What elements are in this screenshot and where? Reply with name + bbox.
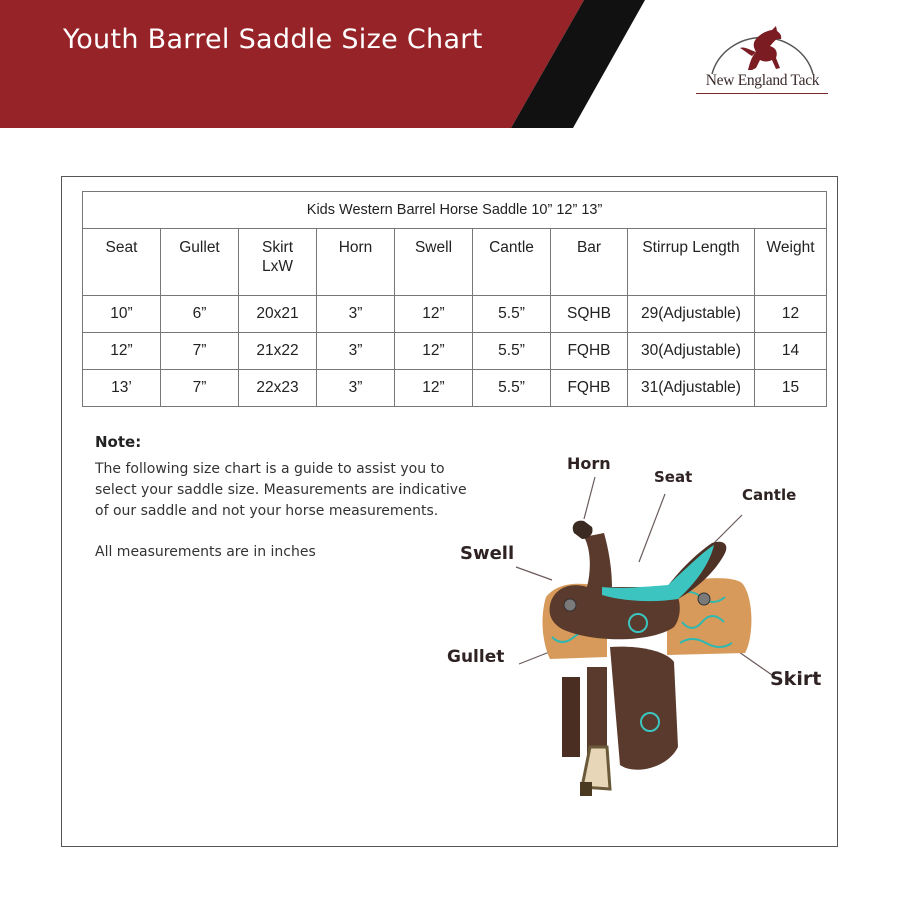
table-cell: 21x22 (239, 333, 317, 370)
page-title: Youth Barrel Saddle Size Chart (63, 24, 483, 55)
table-cell: 15 (755, 370, 827, 407)
column-header-text: Swell (414, 239, 453, 256)
column-header-text: Cantle (489, 239, 534, 256)
column-header (755, 229, 827, 296)
table-cell: 7” (161, 333, 239, 370)
column-header-text: Bar (576, 239, 602, 256)
table-cell: 7” (161, 370, 239, 407)
table-cell: 31(Adjustable) (628, 370, 755, 407)
skirt-label: Skirt (770, 668, 822, 690)
table-cell: FQHB (551, 370, 628, 407)
table-cell: 13’ (83, 370, 161, 407)
table-cell: 3” (317, 333, 395, 370)
table-cell: 12” (395, 370, 473, 407)
table-cell: 12” (83, 333, 161, 370)
column-header (395, 229, 473, 296)
column-header (551, 229, 628, 296)
table-row (83, 370, 827, 407)
seat-label: Seat (654, 468, 693, 486)
logo-wordmark: New England Tack (705, 72, 820, 89)
size-chart-table (82, 191, 827, 407)
saddle-illustration (442, 447, 842, 837)
table-cell: 12” (395, 296, 473, 333)
table-cell: 5.5” (473, 370, 551, 407)
logo-underline (696, 93, 828, 94)
table-cell: 5.5” (473, 296, 551, 333)
table-caption: Kids Western Barrel Horse Saddle 10” 12” 13” (83, 192, 827, 229)
banner-red-shape (0, 0, 584, 128)
table-cell: SQHB (551, 296, 628, 333)
brand-logo[interactable] (690, 22, 835, 102)
note-line: of our saddle and not your horse measurements. (95, 503, 439, 519)
table-header-row (83, 229, 827, 296)
table-cell: 10” (83, 296, 161, 333)
table-cell: 12 (755, 296, 827, 333)
column-header-text: Weight (766, 239, 815, 256)
column-header-text: Horn (338, 239, 373, 256)
units-note: All measurements are in inches (95, 544, 316, 560)
table-cell: 20x21 (239, 296, 317, 333)
table-cell: 22x23 (239, 370, 317, 407)
table-body (83, 296, 827, 407)
note-line: The following size chart is a guide to assist you to (95, 461, 445, 477)
table-row (83, 296, 827, 333)
column-header (161, 229, 239, 296)
table-cell: 5.5” (473, 333, 551, 370)
horn-label: Horn (567, 454, 611, 473)
swell-label: Swell (460, 543, 515, 564)
table-row (83, 333, 827, 370)
column-header-text: LxW (262, 258, 293, 275)
note-line: select your saddle size. Measurements are indicative (95, 482, 467, 498)
table-cell: FQHB (551, 333, 628, 370)
column-header (628, 229, 755, 296)
column-header (239, 229, 317, 296)
column-header (83, 229, 161, 296)
table-cell: 3” (317, 370, 395, 407)
column-header (473, 229, 551, 296)
table-cell: 6” (161, 296, 239, 333)
column-header-text: Stirrup Length (642, 239, 740, 256)
column-header-text: Skirt (262, 239, 293, 256)
note-title: Note: (95, 433, 142, 451)
table-cell: 14 (755, 333, 827, 370)
column-header-text: Seat (105, 239, 138, 256)
table-cell: 3” (317, 296, 395, 333)
table-cell: 29(Adjustable) (628, 296, 755, 333)
column-header (317, 229, 395, 296)
rearing-horse-icon (690, 22, 835, 74)
gullet-label: Gullet (447, 647, 505, 667)
table-cell: 12” (395, 333, 473, 370)
column-header-text: Gullet (179, 239, 220, 256)
cantle-label: Cantle (742, 486, 797, 504)
table-cell: 30(Adjustable) (628, 333, 755, 370)
size-chart-card (61, 176, 838, 847)
